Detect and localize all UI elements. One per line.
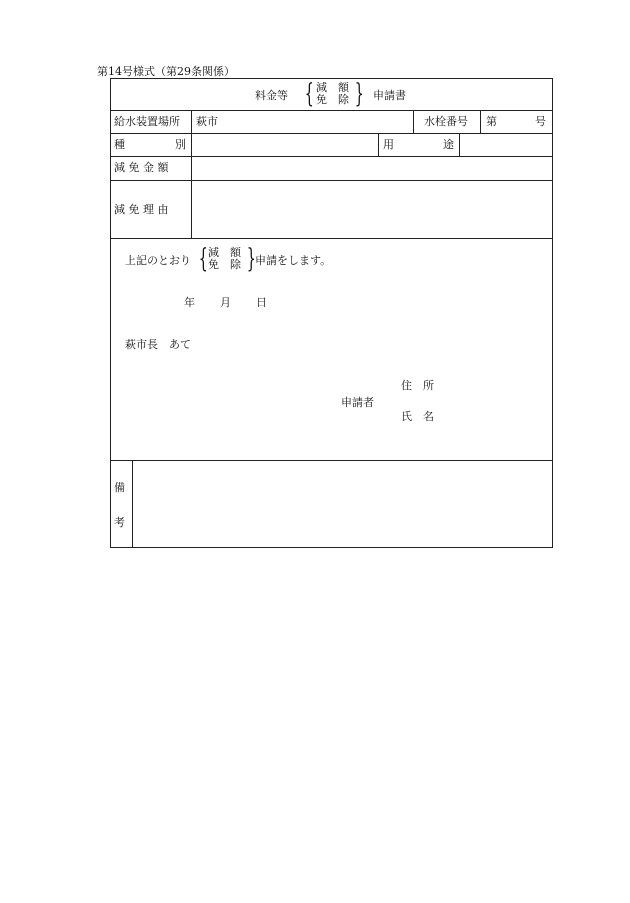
location-value[interactable]: 萩市 [196,115,218,128]
title-suffix: 申請書 [373,89,406,102]
applicant-address-label: 住 所 [401,379,434,392]
row-divider [111,238,552,239]
row-divider [111,180,552,181]
title-option-brace [303,81,363,107]
column-divider [459,133,460,156]
label-column-divider [191,110,192,238]
declaration-option-exemption: 免 除 [208,258,241,271]
addressee: 萩市長 あて [125,338,191,351]
date-month: 月 [220,296,231,309]
type-label-first: 種 [114,138,125,151]
use-label-first: 用 [383,138,394,151]
hydrant-dai: 第 [486,115,497,128]
date-day: 日 [256,296,267,309]
row-divider [111,133,552,134]
row-divider [111,156,552,157]
declaration-suffix: 申請をします。 [255,254,332,267]
date-year: 年 [184,296,195,309]
row-divider [111,460,552,461]
reason-label: 減 免 理 由 [114,203,169,216]
right-brace-icon: } [354,79,364,109]
application-form [110,78,553,548]
form-number: 第14号様式（第29条関係） [97,65,235,78]
column-divider [413,110,414,133]
column-divider [480,110,481,133]
applicant-name-label: 氏 名 [401,410,434,423]
column-divider [378,133,379,156]
amount-label: 減 免 金 額 [114,161,169,174]
declaration-prefix: 上記のとおり [125,254,191,267]
location-label: 給水装置場所 [114,115,180,128]
hydrant-go: 号 [535,115,546,128]
title-prefix: 料金等 [255,89,288,102]
use-label-second: 途 [443,138,454,151]
remarks-divider [132,460,133,548]
left-brace-icon: { [198,244,208,274]
remarks-label-first: 備 [114,481,125,494]
row-divider [111,110,552,111]
right-brace-icon: } [246,244,256,274]
remarks-label-second: 考 [114,516,125,529]
type-label-second: 別 [175,138,186,151]
left-brace-icon: { [304,79,314,109]
declaration-option-reduction: 減 額 [208,246,241,259]
applicant-label: 申請者 [341,396,374,409]
title-option-reduction: 減 額 [316,81,349,94]
hydrant-label: 水栓番号 [424,115,468,128]
declaration-option-brace [197,246,257,272]
title-option-exemption: 免 除 [316,93,349,106]
